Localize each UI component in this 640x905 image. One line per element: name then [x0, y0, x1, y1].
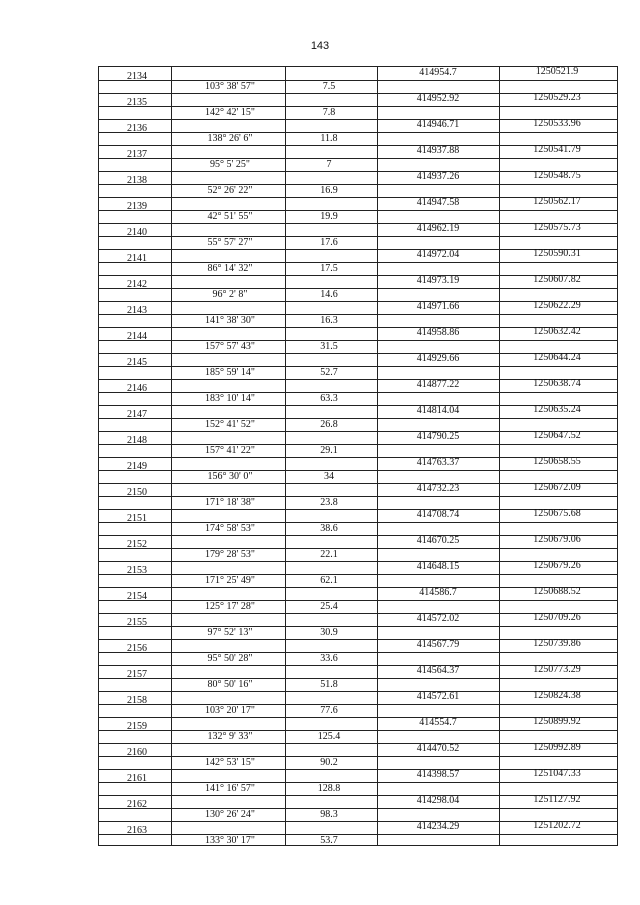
row-subdivider [99, 626, 617, 627]
bearing-angle: 141° 38' 30" [205, 315, 255, 326]
point-number: 2162 [127, 799, 147, 810]
point-number: 2136 [127, 123, 147, 134]
y-coordinate: 1250575.73 [533, 222, 581, 233]
x-coordinate: 414572.61 [416, 691, 460, 702]
row-subdivider [99, 236, 617, 237]
x-coordinate: 414929.66 [416, 353, 460, 364]
point-number: 2148 [127, 435, 147, 446]
segment-distance: 52.7 [320, 367, 338, 378]
y-coordinate: 1250679.06 [533, 534, 581, 545]
bearing-angle: 138° 26' 6" [207, 133, 253, 144]
y-coordinate: 1250992.89 [533, 742, 581, 753]
y-coordinate: 1250548.75 [533, 170, 581, 181]
row-subdivider [99, 132, 617, 133]
segment-distance: 77.6 [320, 705, 338, 716]
row-subdivider [99, 808, 617, 809]
x-coordinate: 414937.26 [416, 171, 460, 182]
bearing-angle: 130° 26' 24" [205, 809, 255, 820]
row-subdivider [99, 210, 617, 211]
segment-distance: 22.1 [320, 549, 338, 560]
point-number: 2140 [127, 227, 147, 238]
x-coordinate: 414946.71 [416, 119, 460, 130]
point-number: 2146 [127, 383, 147, 394]
y-coordinate: 1250529.23 [533, 92, 581, 103]
y-coordinate: 1251202.72 [533, 820, 581, 831]
segment-distance: 128.8 [317, 783, 341, 794]
segment-distance: 53.7 [320, 835, 338, 846]
y-coordinate: 1251047.33 [533, 768, 581, 779]
x-coordinate: 414958.86 [416, 327, 460, 338]
segment-distance: 51.8 [320, 679, 338, 690]
row-subdivider [99, 366, 617, 367]
point-number: 2144 [127, 331, 147, 342]
x-coordinate: 414972.04 [416, 249, 460, 260]
point-number: 2151 [127, 513, 147, 524]
segment-distance: 7 [326, 159, 332, 170]
y-coordinate: 1250632.42 [533, 326, 581, 337]
x-coordinate: 414790.25 [416, 431, 460, 442]
y-coordinate: 1250533.96 [533, 118, 581, 129]
x-coordinate: 414708.74 [416, 509, 460, 520]
y-coordinate: 1250658.55 [533, 456, 581, 467]
row-subdivider [99, 288, 617, 289]
segment-distance: 16.9 [320, 185, 338, 196]
bearing-angle: 96° 2' 8" [212, 289, 248, 300]
segment-distance: 17.5 [320, 263, 338, 274]
segment-distance: 98.3 [320, 809, 338, 820]
y-coordinate: 1250622.29 [533, 300, 581, 311]
bearing-angle: 103° 20' 17" [205, 705, 255, 716]
row-subdivider [99, 444, 617, 445]
bearing-angle: 156° 30' 0" [207, 471, 253, 482]
y-coordinate: 1250709.26 [533, 612, 581, 623]
segment-distance: 14.6 [320, 289, 338, 300]
point-number: 2158 [127, 695, 147, 706]
x-coordinate: 414567.79 [416, 639, 460, 650]
row-subdivider [99, 184, 617, 185]
point-number: 2143 [127, 305, 147, 316]
y-coordinate: 1250739.86 [533, 638, 581, 649]
x-coordinate: 414763.37 [416, 457, 460, 468]
row-subdivider [99, 782, 617, 783]
x-coordinate: 414962.19 [416, 223, 460, 234]
point-number: 2137 [127, 149, 147, 160]
point-number: 2138 [127, 175, 147, 186]
bearing-angle: 86° 14' 32" [207, 263, 253, 274]
bearing-angle: 157° 57' 43" [205, 341, 255, 352]
bearing-angle: 152° 41' 52" [205, 419, 255, 430]
segment-distance: 38.6 [320, 523, 338, 534]
x-coordinate: 414564.37 [416, 665, 460, 676]
y-coordinate: 1250541.79 [533, 144, 581, 155]
y-coordinate: 1250590.31 [533, 248, 581, 259]
x-coordinate: 414670.25 [416, 535, 460, 546]
point-number: 2134 [127, 71, 147, 82]
bearing-angle: 183° 10' 14" [205, 393, 255, 404]
row-subdivider [99, 340, 617, 341]
row-subdivider [99, 652, 617, 653]
row-subdivider [99, 470, 617, 471]
point-number: 2159 [127, 721, 147, 732]
row-subdivider [99, 80, 617, 81]
x-coordinate: 414572.02 [416, 613, 460, 624]
bearing-angle: 185° 59' 14" [205, 367, 255, 378]
segment-distance: 90.2 [320, 757, 338, 768]
row-subdivider [99, 678, 617, 679]
point-number: 2141 [127, 253, 147, 264]
y-coordinate: 1250562.17 [533, 196, 581, 207]
y-coordinate: 1250773.29 [533, 664, 581, 675]
point-number: 2152 [127, 539, 147, 550]
row-subdivider [99, 600, 617, 601]
point-number: 2163 [127, 825, 147, 836]
x-coordinate: 414586.7 [419, 587, 457, 598]
bearing-angle: 142° 42' 15" [205, 107, 255, 118]
y-coordinate: 1250644.24 [533, 352, 581, 363]
segment-distance: 23.8 [320, 497, 338, 508]
bearing-angle: 171° 25' 49" [205, 575, 255, 586]
bearing-angle: 97° 52' 13" [207, 627, 253, 638]
bearing-angle: 103° 38' 57" [205, 81, 255, 92]
bearing-angle: 179° 28' 53" [205, 549, 255, 560]
segment-distance: 17.6 [320, 237, 338, 248]
point-number: 2161 [127, 773, 147, 784]
row-subdivider [99, 496, 617, 497]
x-coordinate: 414398.57 [416, 769, 460, 780]
row-subdivider [99, 314, 617, 315]
segment-distance: 29.1 [320, 445, 338, 456]
row-subdivider [99, 522, 617, 523]
segment-distance: 63.3 [320, 393, 338, 404]
x-coordinate: 414937.88 [416, 145, 460, 156]
x-coordinate: 414298.04 [416, 795, 460, 806]
segment-distance: 19.9 [320, 211, 338, 222]
row-subdivider [99, 262, 617, 263]
x-coordinate: 414877.22 [416, 379, 460, 390]
row-subdivider [99, 106, 617, 107]
point-number: 2142 [127, 279, 147, 290]
point-number: 2147 [127, 409, 147, 420]
x-coordinate: 414954.7 [419, 67, 457, 78]
coordinates-table [98, 66, 618, 846]
x-coordinate: 414973.19 [416, 275, 460, 286]
page-number: 143 [310, 40, 330, 52]
segment-distance: 30.9 [320, 627, 338, 638]
point-number: 2156 [127, 643, 147, 654]
bearing-angle: 132° 9' 33" [207, 731, 253, 742]
y-coordinate: 1250635.24 [533, 404, 581, 415]
bearing-angle: 133° 30' 17" [205, 835, 255, 846]
x-coordinate: 414814.04 [416, 405, 460, 416]
segment-distance: 25.4 [320, 601, 338, 612]
y-coordinate: 1250688.52 [533, 586, 581, 597]
y-coordinate: 1250675.68 [533, 508, 581, 519]
point-number: 2145 [127, 357, 147, 368]
bearing-angle: 95° 5' 25" [210, 159, 250, 170]
y-coordinate: 1250521.9 [535, 66, 579, 77]
x-coordinate: 414648.15 [416, 561, 460, 572]
bearing-angle: 125° 17' 28" [205, 601, 255, 612]
point-number: 2154 [127, 591, 147, 602]
row-subdivider [99, 730, 617, 731]
y-coordinate: 1250824.38 [533, 690, 581, 701]
row-subdivider [99, 756, 617, 757]
x-coordinate: 414971.66 [416, 301, 460, 312]
point-number: 2150 [127, 487, 147, 498]
segment-distance: 33.6 [320, 653, 338, 664]
point-number: 2153 [127, 565, 147, 576]
row-subdivider [99, 158, 617, 159]
y-coordinate: 1250672.09 [533, 482, 581, 493]
segment-distance: 16.3 [320, 315, 338, 326]
bearing-angle: 142° 53' 15" [205, 757, 255, 768]
point-number: 2160 [127, 747, 147, 758]
row-subdivider [99, 574, 617, 575]
bearing-angle: 157° 41' 22" [205, 445, 255, 456]
x-coordinate: 414732.23 [416, 483, 460, 494]
point-number: 2149 [127, 461, 147, 472]
row-subdivider [99, 704, 617, 705]
segment-distance: 31.5 [320, 341, 338, 352]
segment-distance: 34 [324, 471, 334, 482]
bearing-angle: 174° 58' 53" [205, 523, 255, 534]
row-subdivider [99, 418, 617, 419]
bearing-angle: 95° 50' 28" [207, 653, 253, 664]
x-coordinate: 414947.58 [416, 197, 460, 208]
bearing-angle: 52° 26' 22" [207, 185, 253, 196]
x-coordinate: 414470.52 [416, 743, 460, 754]
bearing-angle: 80° 50' 16" [207, 679, 253, 690]
y-coordinate: 1250899.92 [533, 716, 581, 727]
y-coordinate: 1250607.82 [533, 274, 581, 285]
segment-distance: 11.8 [320, 133, 338, 144]
y-coordinate: 1251127.92 [533, 794, 581, 805]
y-coordinate: 1250638.74 [533, 378, 581, 389]
bearing-angle: 55° 57' 27" [207, 237, 253, 248]
bearing-angle: 42° 51' 55" [207, 211, 253, 222]
segment-distance: 62.1 [320, 575, 338, 586]
bearing-angle: 171° 18' 38" [205, 497, 255, 508]
y-coordinate: 1250647.52 [533, 430, 581, 441]
row-subdivider [99, 548, 617, 549]
bearing-angle: 141° 16' 57" [205, 783, 255, 794]
segment-distance: 125.4 [317, 731, 341, 742]
point-number: 2157 [127, 669, 147, 680]
x-coordinate: 414554.7 [419, 717, 457, 728]
row-subdivider [99, 392, 617, 393]
point-number: 2155 [127, 617, 147, 628]
x-coordinate: 414952.92 [416, 93, 460, 104]
y-coordinate: 1250679.26 [533, 560, 581, 571]
segment-distance: 26.8 [320, 419, 338, 430]
x-coordinate: 414234.29 [416, 821, 460, 832]
row-subdivider [99, 834, 617, 835]
point-number: 2139 [127, 201, 147, 212]
segment-distance: 7.8 [322, 107, 336, 118]
segment-distance: 7.5 [322, 81, 336, 92]
point-number: 2135 [127, 97, 147, 108]
